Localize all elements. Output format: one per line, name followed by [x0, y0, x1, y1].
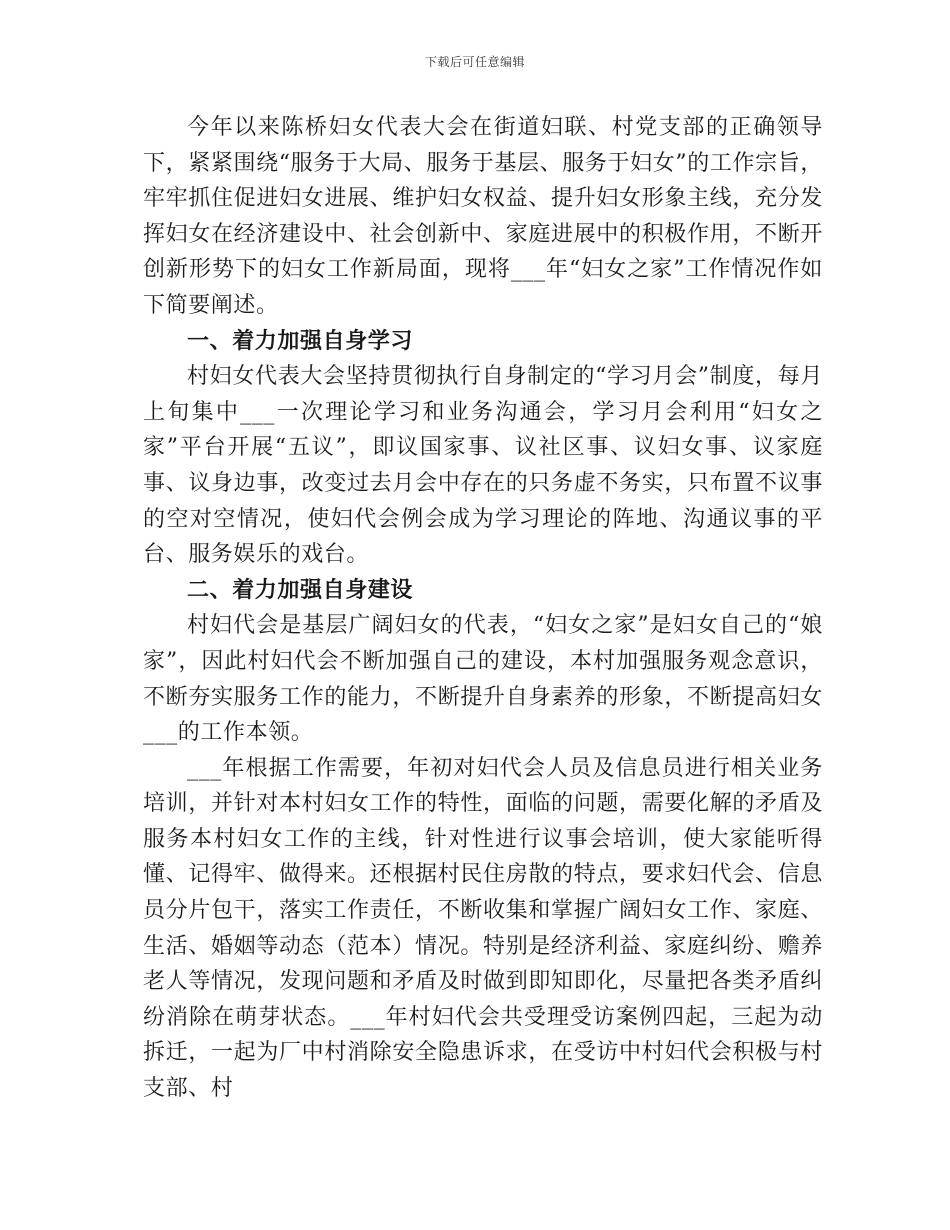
section-heading-construction: 二、着力加强自身建设	[187, 577, 414, 603]
document-body	[143, 110, 823, 1107]
study-paragraph: 村妇女代表大会坚持贯彻执行自身制定的“学习月会”制度，每月上旬集中___一次理论学习和业务沟通会，学习月会利用“妇女之家”平台开展“五议”，即议国家事、议社区事、议妇女事、议家庭事、议身边事，改变过去月会中存在的只务虚不务实，只布置不议事的空对空情况，使妇代会例会成为学习理论的阵地、沟通议事的平台、服务娱乐的戏台。	[143, 364, 823, 568]
construction-paragraph: 村妇代会是基层广阔妇女的代表，“妇女之家”是妇女自己的“娘家”，因此村妇代会不断加强自己的建设，本村加强服务观念意识，不断夯实服务工作的能力，不断提升自身素养的形象，不断提高妇女___的工作本领。	[143, 613, 823, 746]
section-heading-study: 一、着力加强自身学习	[187, 328, 414, 354]
training-paragraph: ___年根据工作需要，年初对妇代会人员及信息员进行相关业务培训，并针对本村妇女工作的特性，面临的问题，需要化解的矛盾及服务本村妇女工作的主线，针对性进行议事会培训，使大家能听得懂、记得牢、做得来。还根据村民住房散的特点，要求妇代会、信息员分片包干，落实工作责任，不断收集和掌握广阔妇女工作、家庭、生活、婚姻等动态（范本）情况。特别是经济利益、家庭纠纷、赡养老人等情况，发现问题和矛盾及时做到即知即化，尽量把各类矛盾纠纷消除在萌芽状态。___年村妇代会共受理受访案例四起，三起为动拆迁，一起为厂中村消除安全隐患诉求，在受访中村妇代会积极与村支部、村	[143, 755, 823, 1102]
page-header-note: 下载后可任意编辑	[424, 55, 525, 69]
intro-paragraph: 今年以来陈桥妇女代表大会在街道妇联、村党支部的正确领导下，紧紧围绕“服务于大局、服务于基层、服务于妇女”的工作宗旨，牢牢抓住促进妇女进展、维护妇女权益、提升妇女形象主线，充分发挥妇女在经济建设中、社会创新中、家庭进展中的积极作用，不断开创新形势下的妇女工作新局面，现将___年“妇女之家”工作情况作如下简要阐述。	[143, 115, 823, 318]
